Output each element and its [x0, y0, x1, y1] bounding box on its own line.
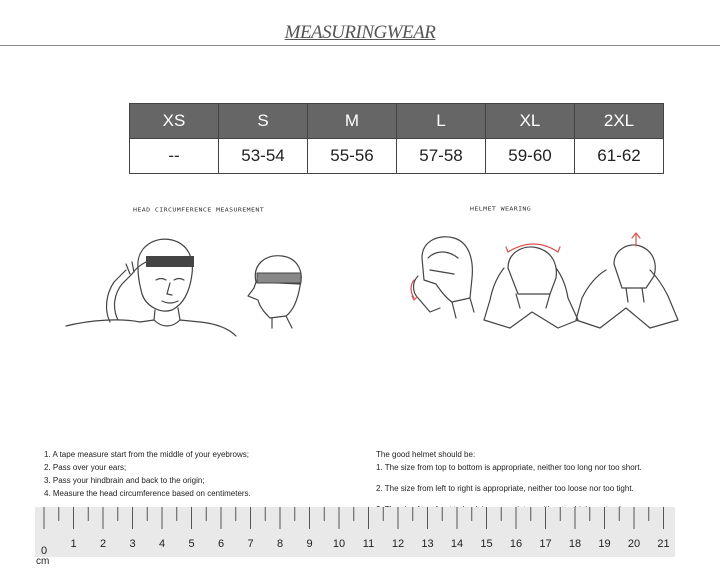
ruler-label: 13 [421, 538, 434, 550]
ruler-label: 10 [332, 538, 346, 550]
ruler-label: 0 [40, 545, 48, 557]
title-rule [0, 45, 720, 46]
head-measurement-illustration [60, 228, 320, 338]
helmet-wear-caption: HELMET WEARING [470, 205, 532, 213]
size-label: S [219, 104, 308, 139]
size-header-row [130, 104, 664, 139]
ruler-label: 3 [129, 538, 136, 550]
ruler-unit: cm [36, 556, 50, 567]
ruler-label: 7 [247, 538, 254, 550]
size-range: -- [130, 139, 219, 174]
size-range: 61-62 [575, 139, 664, 174]
measure-step: 4. Measure the head circumference based on centimeters. [44, 489, 251, 498]
ruler-label: 1 [70, 538, 77, 550]
ruler-label: 4 [158, 538, 166, 550]
ruler-label: 21 [657, 538, 670, 550]
head-measure-caption: HEAD CIRCUMFERENCE MEASUREMENT [133, 206, 265, 214]
size-label: XL [486, 104, 575, 139]
ruler-label: 6 [217, 538, 225, 550]
ruler-label: 18 [568, 538, 582, 550]
size-label: M [308, 104, 397, 139]
page-title: MEASURINGWEAR [0, 22, 720, 44]
fit-point: 2. The size from left to right is appropriate, neither too loose nor too tight. [376, 484, 634, 493]
measure-step: 3. Pass your hindbrain and back to the origin; [44, 476, 205, 485]
size-range: 57-58 [397, 139, 486, 174]
ruler-label: 11 [362, 538, 375, 550]
size-range: 59-60 [486, 139, 575, 174]
size-label: XS [130, 104, 219, 139]
fit-guidance [376, 448, 642, 516]
ruler-label: 17 [539, 538, 552, 550]
ruler-label: 8 [276, 538, 284, 550]
size-range: 55-56 [308, 139, 397, 174]
centimeter-ruler [35, 507, 675, 577]
helmet-wearing-illustration [400, 228, 680, 348]
fit-heading: The good helmet should be: [376, 450, 476, 459]
ruler-label: 20 [627, 538, 641, 550]
size-chart [129, 103, 664, 174]
measure-step: 1. A tape measure start from the middle of your eyebrows; [44, 450, 249, 459]
ruler-label: 9 [306, 538, 313, 550]
ruler-label: 15 [480, 538, 493, 550]
fit-point: 1. The size from top to bottom is appropriate, neither too long nor too short. [376, 463, 642, 472]
ruler-label: 12 [391, 538, 405, 550]
ruler-label: 14 [450, 538, 464, 550]
ruler-label: 16 [509, 538, 523, 550]
size-range-row [130, 139, 664, 174]
measure-step: 2. Pass over your ears; [44, 463, 127, 472]
measure-instructions [44, 448, 251, 500]
size-label: L [397, 104, 486, 139]
ruler-label: 5 [188, 538, 195, 550]
ruler-label: 19 [598, 538, 611, 550]
ruler-label: 2 [99, 538, 107, 550]
size-label: 2XL [575, 104, 664, 139]
size-range: 53-54 [219, 139, 308, 174]
